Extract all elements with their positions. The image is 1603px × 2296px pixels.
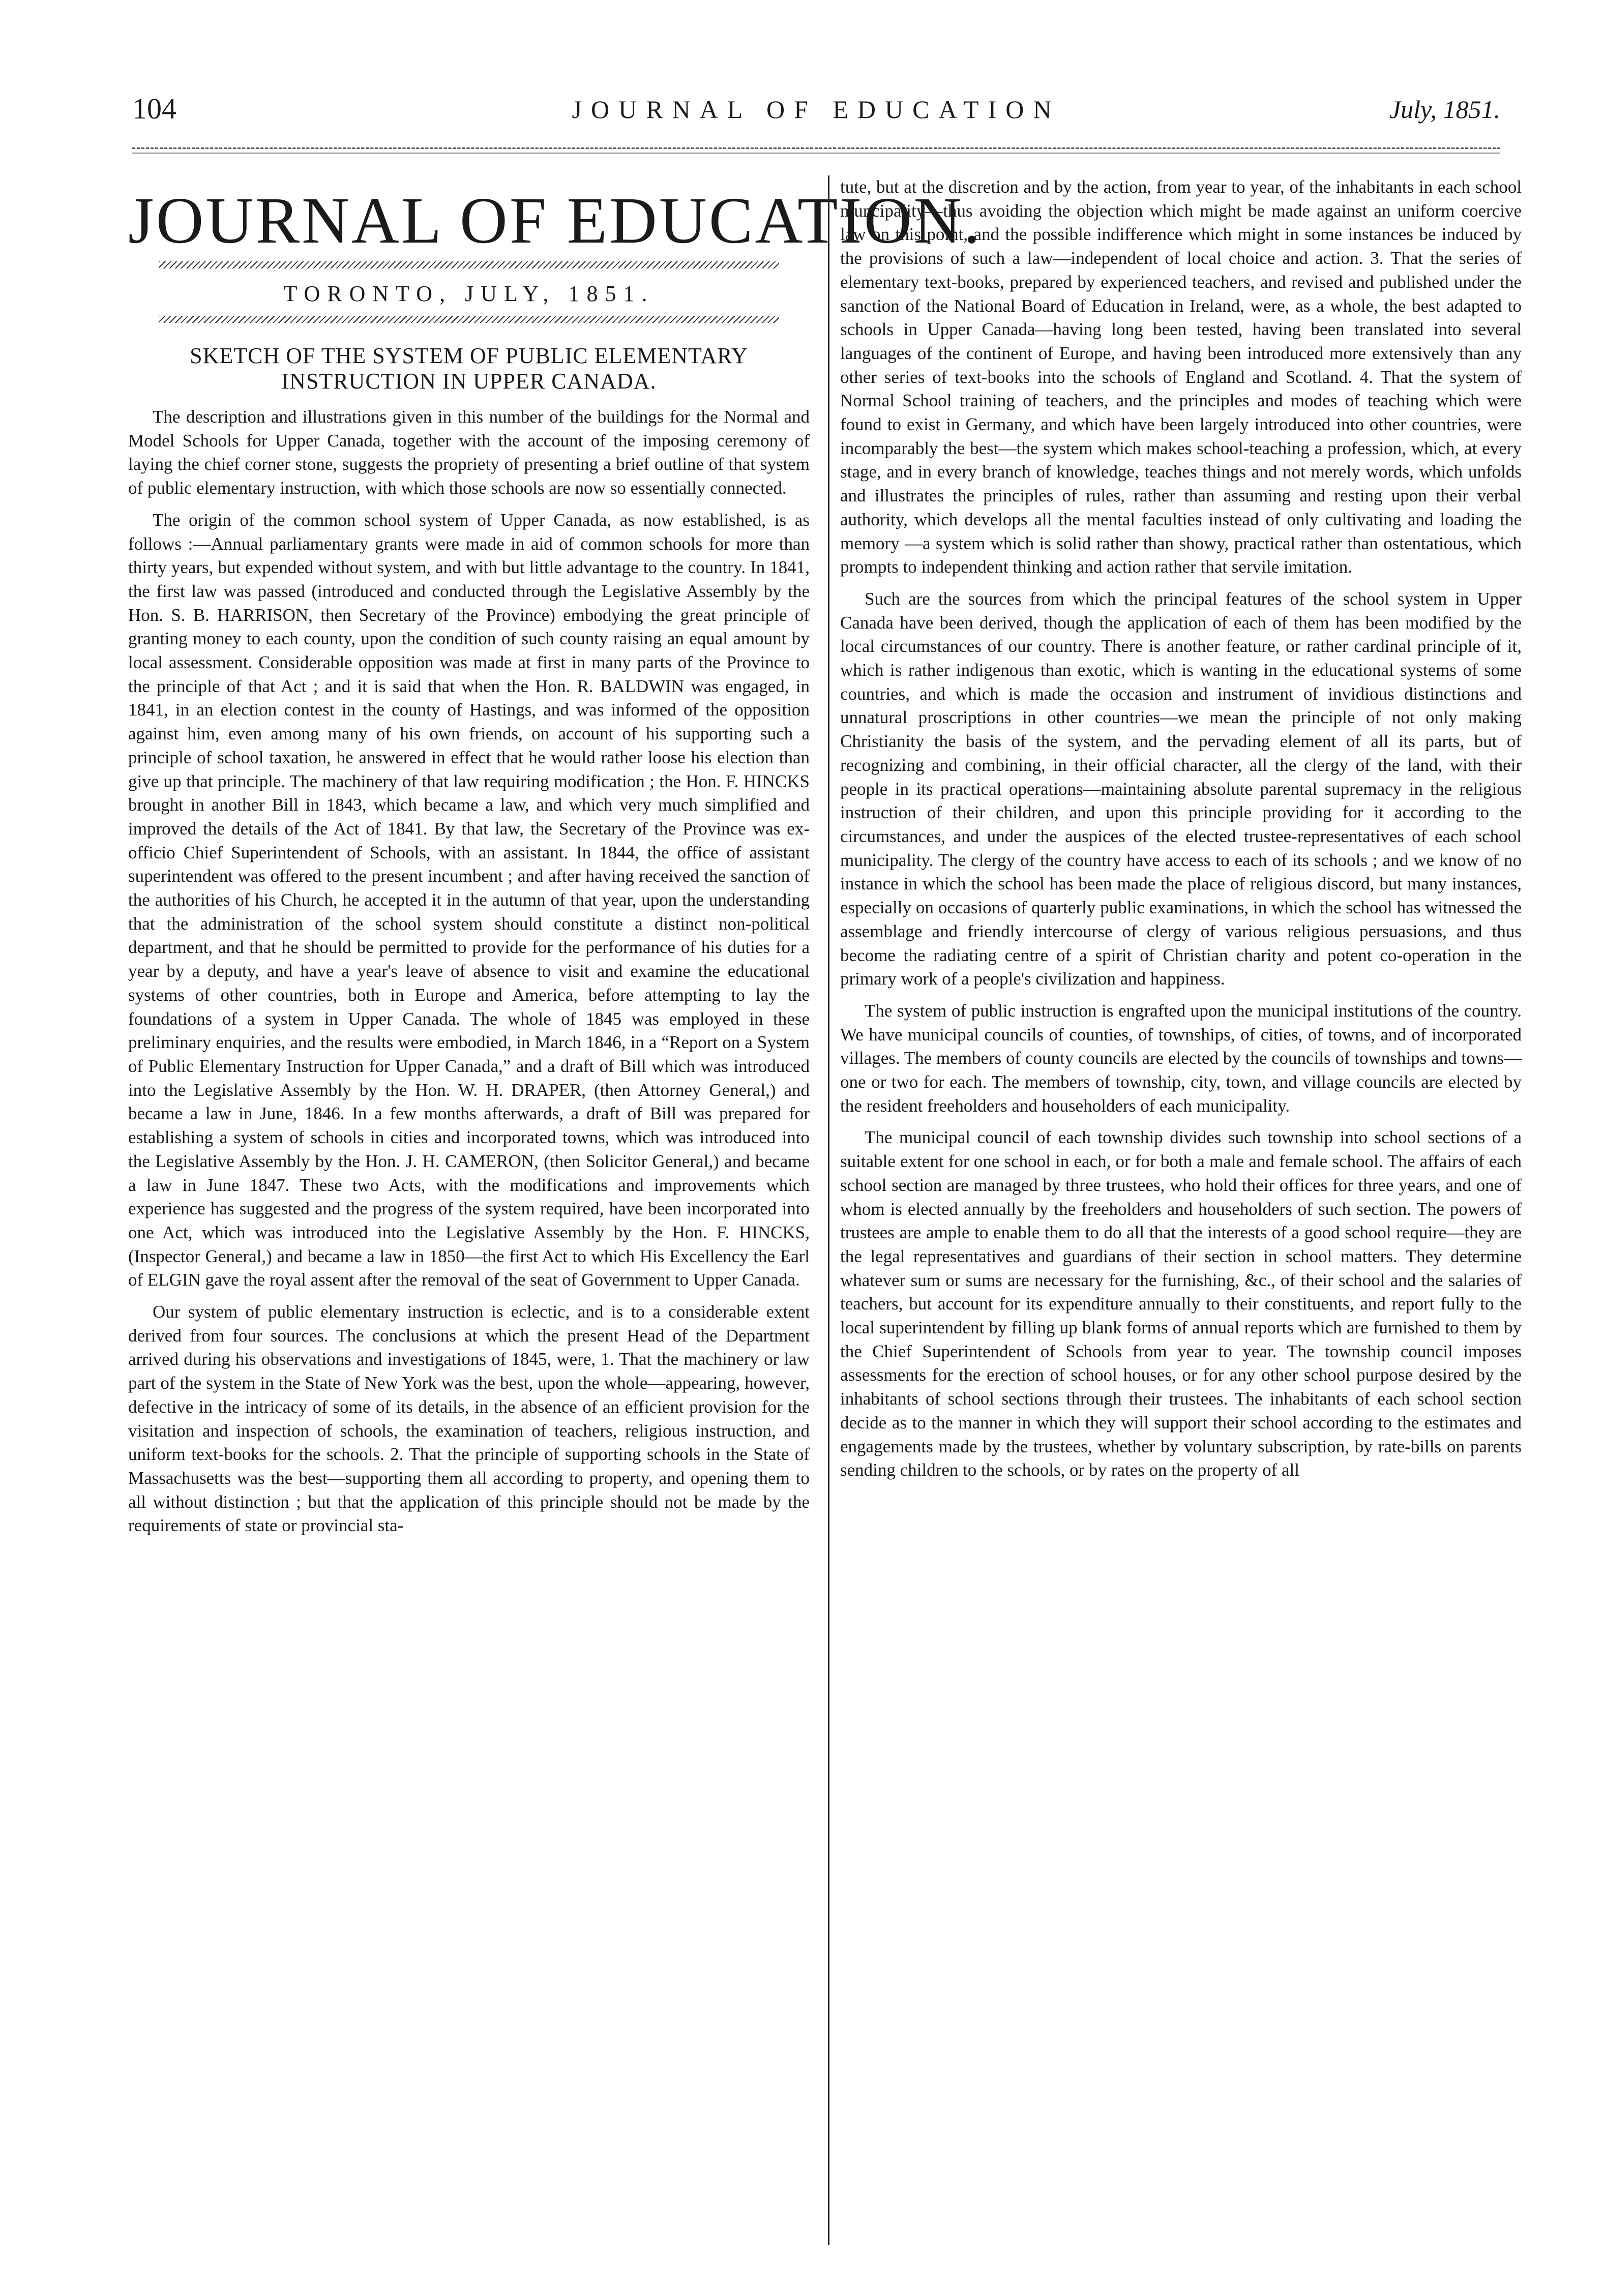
page-number: 104 <box>132 92 176 125</box>
article-title-line: INSTRUCTION IN UPPER CANADA. <box>281 369 657 394</box>
running-head <box>132 92 1500 137</box>
article-paragraph: Such are the sources from which the principal features of the school system in Upper Canada have been derived, though the application of each of them has been modified by the local circumstances of our country. There is another feature, or rather cardinal principle of it, which is rather indigenous than exotic, which is wanting in the educational systems of some countries, and which is made the occasion and instrument of invidious distinctions and unnatural proscriptions in other countries—we mean the principle of not only making Christianity the basis of the system, and the pervading element of all its parts, but of recognizing and combining, in their official character, all the clergy of the land, with their people in its practical operations—maintaining absolute parental supremacy in the religious instruction of their children, and upon this principle providing for it according to the circumstances, and under the auspices of the elected trustee-representatives of each school municipality. The clergy of the country have access to each of its schools ; and we know of no instance in which the school has been made the place of religious discord, but many instances, especially on occasions of quarterly public examinations, in which the school has witnessed the assemblage and friendly intercourse of clergy of various religious persuasions, and thus become the radiating centre of a spirit of Christian charity and potent co-operation in the primary work of a people's civilization and happiness. <box>840 588 1522 989</box>
article-title-line: SKETCH OF THE SYSTEM OF PUBLIC ELEMENTARY <box>190 343 748 368</box>
running-title: JOURNAL OF EDUCATION <box>572 95 1061 124</box>
masthead-dateline: TORONTO, JULY, 1851. <box>283 281 655 306</box>
left-column <box>128 175 982 1538</box>
header-rule <box>132 147 1500 149</box>
masthead-title: JOURNAL OF EDUCATION. <box>128 184 982 257</box>
article-paragraph: The system of public instruction is engrafted upon the municipal institutions of the country. We have municipal councils of counties, of townships, of cities, of towns, and of incorporated villages. The members of county councils are elected by the councils of townships and towns—one or two for each. The members of township, city, town, and village councils are elected by the resident freeholders and householders of each municipality. <box>840 1000 1522 1116</box>
article-paragraph: The origin of the common school system of Upper Canada, as now established, is as follows :—Annual parliamentary grants were made in aid of common schools for more than thirty years, but expended without system, and with but little advantage to the country. In 1841, the first law was passed (introduced and conducted through the Legislative Assembly by the Hon. S. B. HARRISON, then Secretary of the Province) embodying the great principle of granting money to each county, upon the condition of such county raising an equal amount by local assessment. Considerable opposition was made at first in many parts of the Province to the principle of that Act ; and it is said that when the Hon. R. BALDWIN was engaged, in 1841, in an election contest in the county of Hastings, and was informed of the opposition against him, even among many of his own friends, on account of his supporting such a principle of school taxation, he answered in effect that he would rather loose his election than give up that principle. The machinery of that law requiring modification ; the Hon. F. HINCKS brought in another Bill in 1843, which became a law, and which very much simplified and improved the details of the Act of 1841. By that law, the Secretary of the Province was ex-officio Chief Superintendent of Schools, with an assistant. In 1844, the office of assistant superintendent was offered to the present incumbent ; and after having received the sanction of the authorities of his Church, he accepted it in the autumn of that year, upon the understanding that the administration of the school system should constitute a distinct non-political department, and that he should be permitted to provide for the performance of his duties for a year by a deputy, and have a year's leave of absence to visit and examine the educational systems of other countries, both in Europe and America, before attempting to lay the foundations of a system in Upper Canada. The whole of 1845 was employed in these preliminary enquiries, and the results were embodied, in March 1846, in a “Report on a System of Public Elementary Instruction for Upper Canada,” and a draft of Bill which was introduced into the Legislative Assembly by the Hon. W. H. DRAPER, (then Attorney General,) and became a law in June, 1846. In a few months afterwards, a draft of Bill was prepared for establishing a system of schools in cities and incorporated towns, which was introduced into the Legislative Assembly by the Hon. J. H. CAMERON, (then Solicitor General,) and became a law in June 1847. These two Acts, with the modifications and improvements which experience has suggested and the progress of the system required, have been incorporated into one Act, which was introduced into the Legislative Assembly by the Hon. F. HINCKS, (Inspector General,) and became a law in 1850—the first Act to which His Excellency the Earl of ELGIN gave the royal assent after the removal of the seat of Government to Upper Canada. <box>128 510 810 1290</box>
right-column <box>840 175 1522 1482</box>
issue-date: July, 1851. <box>1389 95 1500 124</box>
header-rule-secondary <box>132 153 1500 154</box>
dateline-ornament-rule <box>159 316 779 323</box>
column-divider <box>828 175 829 2245</box>
article-title <box>128 343 810 394</box>
masthead-ornament-rule <box>159 261 779 269</box>
article-paragraph: The municipal council of each township divides such township into school sections of a suitable extent for one school in each, or for both a male and female school. The affairs of each school section are managed by three trustees, who hold their offices for three years, and one of whom is elected annually by the freeholders and householders of such section. The powers of trustees are ample to enable them to do all that the interests of a good school require—they are the legal representatives and guardians of their section in school matters. They determine whatever sum or sums are necessary for the furnishing, &c., of their school and the salaries of teachers, but account for its expenditure annually to their constituents, and report fully to the local superintendent by filling up blank forms of annual reports which are furnished to them by the Chief Superintendent of Schools from year to year. The township council imposes assessments for the erection of school houses, or for any other school purpose desired by the inhabitants of school sections through their trustees. The inhabitants of each school section decide as to the manner in which they will support their school according to the estimates and engagements made by the trustees, whether by voluntary subscription, by rate-bills on parents sending children to the schools, or by rates on the property of all <box>840 1127 1522 1480</box>
article-paragraph: The description and illustrations given in this number of the buildings for the Normal and Model Schools for Upper Canada, together with the account of the imposing ceremony of laying the chief corner stone, suggests the propriety of presenting a brief outline of that system of public elementary instruction, with which those schools are now so essentially connected. <box>128 407 810 498</box>
article-paragraph: Our system of public elementary instruction is eclectic, and is to a considerable extent derived from four sources. The conclusions at which the present Head of the Department arrived during his observations and investigations of 1845, were, 1. That the machinery or law part of the system in the State of New York was the best, upon the whole—appearing, however, defective in the intricacy of some of its details, in the absence of an efficient provision for the visitation and inspection of schools, the examination of teachers, religious instruction, and uniform text-books for the schools. 2. That the principle of supporting schools in the State of Massachusetts was the best—supporting them all according to property, and opening them to all without distinction ; but that the application of this principle should not be made by the requirements of state or provincial sta- <box>128 1302 810 1536</box>
article-paragraph: tute, but at the discretion and by the action, from year to year, of the inhabitants in each school muncipality—thus avoiding the objection which might be made against an uniform coercive law on this point, and the possible indifference which might in some instances be induced by the provisions of such a law—independent of local choice and action. 3. That the series of elementary text-books, prepared by experienced teachers, and revised and published under the sanction of the National Board of Education in Ireland, were, as a whole, the best adapted to schools in Upper Canada—having long been tested, having been translated into several languages of the continent of Europe, and having been introduced more extensively than any other series of text-books into the schools of England and Scotland. 4. That the system of Normal School training of teachers, and the principles and modes of teaching which were found to exist in Germany, and which have been largely introduced into other countries, were incomparably the best—the system which makes school-teaching a profession, which, at every stage, and in every branch of knowledge, teaches things and not merely words, which unfolds and illustrates the principles of rules, rather than assuming and resting upon their verbal authority, which develops all the mental faculties instead of only cultivating and loading the memory —a system which is solid rather than showy, practical rather than ostentatious, which prompts to independent thinking and action rather that servile imitation. <box>840 177 1522 577</box>
